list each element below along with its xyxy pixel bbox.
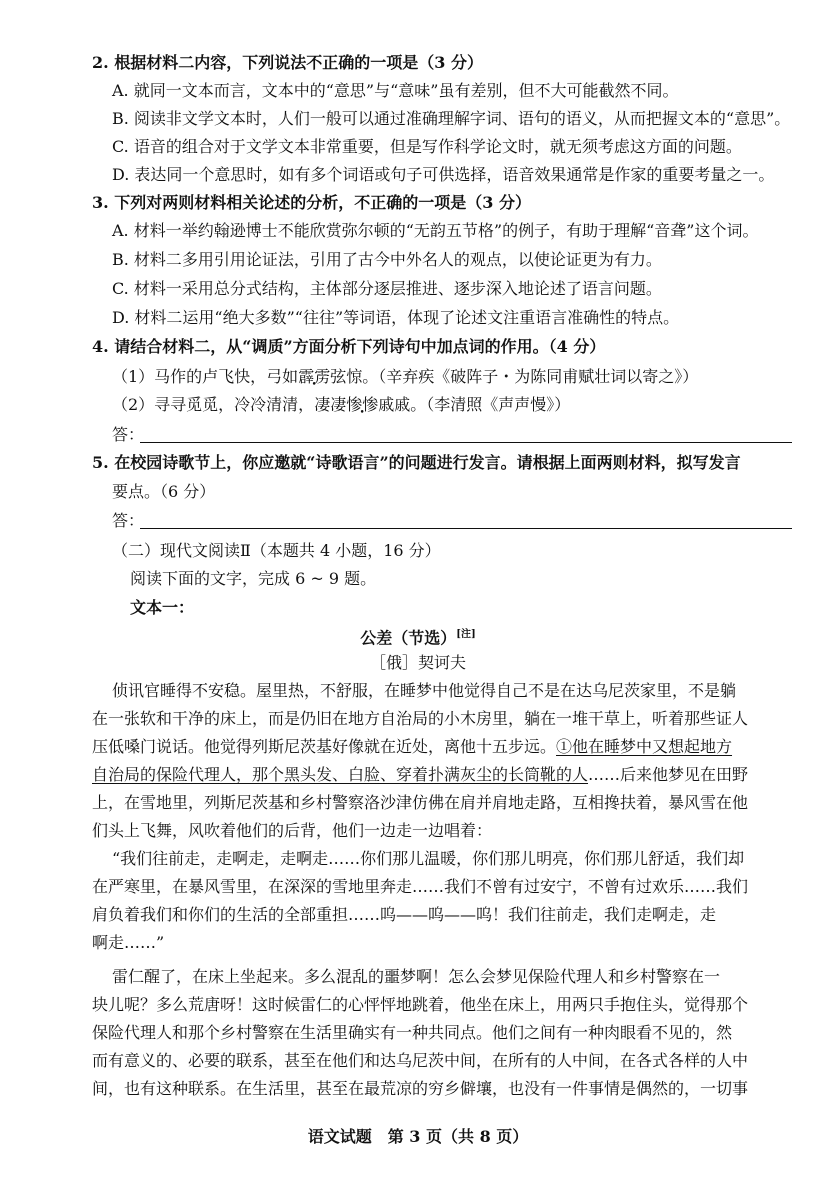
passage-title-text: 公差（节选） <box>360 628 457 648</box>
section-heading: （二）现代文阅读Ⅱ（本题共 4 小题，16 分） <box>112 541 441 560</box>
question-4-poem-line-1 <box>112 366 698 388</box>
song-line-1: “我们往前走，走啊走，走啊走……你们那儿温暖，你们那儿明亮，你们那儿舒适，我们却 <box>112 849 745 868</box>
question-2-option-c: C. 语音的组合对于文学文本非常重要，但是写作科学论文时，就无须考虑这方面的问题。 <box>112 137 742 156</box>
poem-line-1-dotted-word: 霹雳 <box>298 367 331 386</box>
question-3-option-a: A. 材料一举约翰逊博士不能欣赏弥尔顿的“无韵五节格”的例子，有助于理解“音聋”这个词。 <box>112 221 759 240</box>
underlined-sentence-part-2: 自治局的保险代理人，那个黑头发、白脸、穿着扑满灰尘的长筒靴的人 <box>92 765 589 784</box>
section-instruction: 阅读下面的文字，完成 6 ~ 9 题。 <box>130 569 377 588</box>
poem-line-2-dotted-word: 凄凄惨惨戚戚 • <box>314 395 410 414</box>
passage-p1-line-1: 侦讯官睡得不安稳。屋里热，不舒服，在睡梦中他觉得自己不是在达乌尼茨家里，不是躺 <box>112 681 737 700</box>
question-5-stem-line-2: 要点。（6 分） <box>112 482 216 501</box>
passage-p3-line-4: 而有意义的、必要的联系，甚至在他们和达乌尼茨中间，在所有的人中间，在各式各样的人中 <box>92 1051 749 1070</box>
question-3-option-c: C. 材料一采用总分式结构，主体部分逐层推进、逐步深入地论述了语言问题。 <box>112 279 662 298</box>
text-one-label: 文本一： <box>130 598 195 617</box>
question-2-stem: 2. 根据材料二内容，下列说法不正确的一项是（3 分） <box>92 53 483 72</box>
passage-title-note: [注] <box>456 629 476 640</box>
song-line-2: 在严寒里，在暴风雪里，在深深的雪地里奔走……我们不曾有过安宁，不曾有过欢乐……我们 <box>92 877 749 896</box>
passage-p1-line-3 <box>92 736 732 758</box>
question-3-option-b: B. 材料二多用引用论证法，引用了古今中外名人的观点，以使论证更为有力。 <box>112 250 662 269</box>
passage-p1-line-6: 们头上飞舞，风吹着他们的后背，他们一边走一边唱着： <box>92 821 493 840</box>
passage-p3-line-1: 雷仁醒了，在床上坐起来。多么混乱的噩梦啊！怎么会梦见保险代理人和乡村警察在一 <box>112 967 721 986</box>
question-2-option-a: A. 就同一文本而言，文本中的“意思”与“意味”虽有差别，但不大可能截然不同。 <box>112 81 679 100</box>
underlined-sentence-part-1: ①他在睡梦中又想起地方 <box>556 737 733 756</box>
poem-line-2-end: 。（李清照《声声慢》） <box>410 395 571 414</box>
question-5-stem-line-1: 5. 在校园诗歌节上，你应邀就“诗歌语言”的问题进行发言。请根据上面两则材料，拟写发言 <box>92 453 741 472</box>
passage-p1-line-2: 在一张软和干净的床上，而是仍旧在地方自治局的小木房里，躺在一堆干草上，听着那些证人 <box>92 709 749 728</box>
passage-p1-line-4 <box>92 764 748 786</box>
page-footer: 语文试题 第 3 页（共 8 页） <box>307 1127 529 1146</box>
question-2-option-b: B. 阅读非文学文本时，人们一般可以通过准确理解字词、语句的语义，从而把握文本的“意思”。 <box>112 109 791 128</box>
passage-author: ［俄］契诃夫 <box>369 653 466 672</box>
passage-p3-line-2: 块儿呢？多么荒唐呀！这时候雷仁的心怦怦地跳着，他坐在床上，用两只手抱住头，觉得那个 <box>92 995 749 1014</box>
question-3-option-d: D. 材料二运用“绝大多数”“往往”等词语，体现了论述文注重语言准确性的特点。 <box>112 308 680 327</box>
passage-p1-line-4-rest: ……后来他梦见在田野 <box>588 765 749 784</box>
passage-p3-line-3: 保险代理人和那个乡村警察在生活里确实有一种共同点。他们之间有一种肉眼看不见的，然 <box>92 1023 733 1042</box>
question-3-stem: 3. 下列对两则材料相关论述的分析，不正确的一项是（3 分） <box>92 193 531 212</box>
passage-p3-line-5: 间，也有这种联系。在生活里，甚至在最荒凉的穷乡僻壤，也没有一件事情是偶然的，一切事 <box>92 1079 749 1098</box>
song-line-4: 啊走……” <box>92 933 165 952</box>
question-2-option-d: D. 表达同一个意思时，如有多个词语或句子可供选择，语音效果通常是作家的重要考量之一。 <box>112 165 775 184</box>
passage-p1-line-3-text: 压低嗓门说话。他觉得列斯尼茨基好像就在近处，离他十五步远。 <box>92 737 557 756</box>
question-5-answer-label: 答： <box>112 511 145 530</box>
song-line-3: 肩负着我们和你们的生活的全部重担……呜——呜——呜！我们往前走，我们走啊走，走 <box>92 905 717 924</box>
question-4-stem: 4. 请结合材料二，从“调质”方面分析下列诗句中加点词的作用。（4 分） <box>92 337 606 356</box>
question-4-answer-label: 答： <box>112 425 145 444</box>
passage-p1-line-5: 上，在雪地里，列斯尼茨基和乡村警察洛沙津仿佛在肩并肩地走路，互相搀扶着，暴风雪在他 <box>92 793 749 812</box>
poem-line-2-start: （2）寻寻觅觅，冷冷清清， <box>112 395 315 414</box>
question-5-answer-line[interactable] <box>140 528 792 529</box>
poem-line-1-start: （1）马作的卢飞快，弓如 <box>112 367 299 386</box>
question-4-answer-line[interactable] <box>140 442 792 443</box>
question-4-poem-line-2 <box>112 394 570 416</box>
poem-line-1-end: 弦惊。（辛弃疾《破阵子・为陈同甫赋壮词以寄之》） <box>330 367 699 386</box>
passage-title <box>0 624 836 649</box>
